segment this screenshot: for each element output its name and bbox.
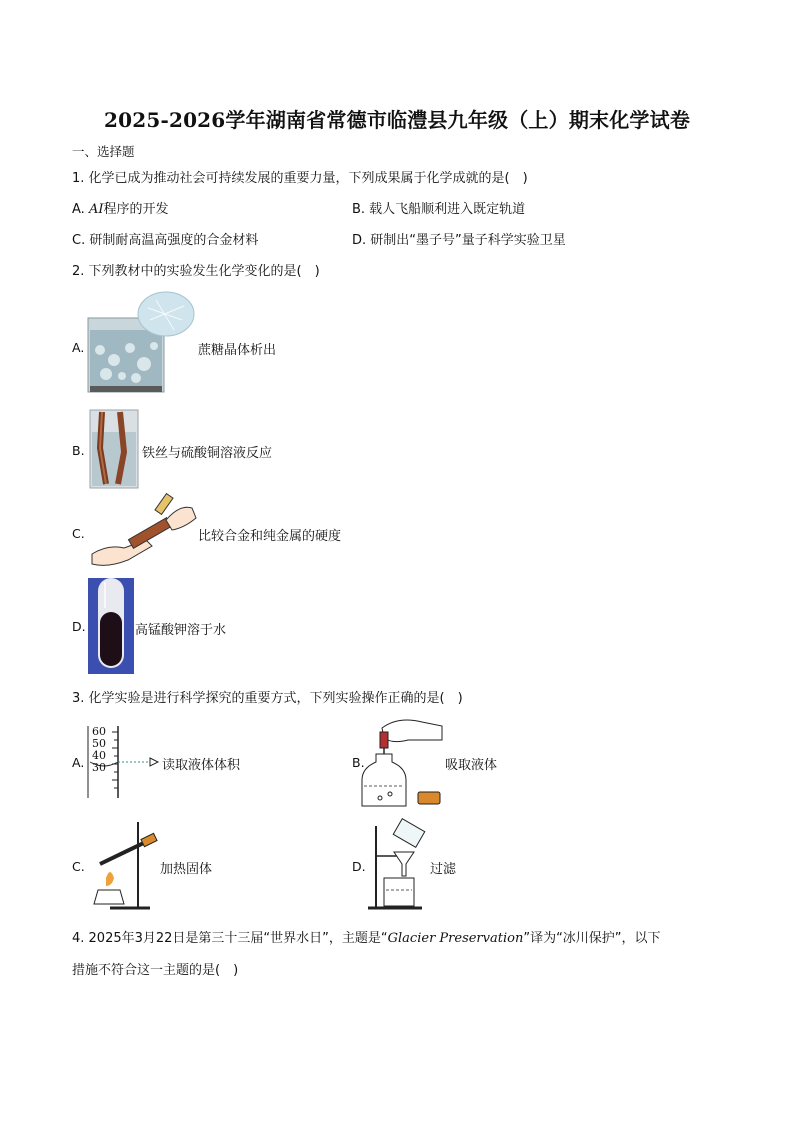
cylinder-tick-labels — [92, 726, 106, 774]
option-a-text: 程序的开发 — [103, 202, 169, 217]
question-1-option-d[interactable]: D. 研制出“墨子号”量子科学实验卫星 — [352, 233, 566, 248]
tick-label: 60 — [92, 725, 106, 738]
question-4-prefix: 4. 2025年3月22日是第三十三届“世界水日”，主题是“ — [72, 931, 388, 946]
question-4-english-theme: Glacier Preservation — [387, 931, 524, 946]
section-heading: 一、选择题 — [72, 144, 135, 159]
question-1-option-b[interactable]: B. 载人飞船顺利进入既定轨道 — [352, 202, 526, 217]
permanganate-test-tube-image — [88, 578, 134, 674]
page-title: 2025-2026学年湖南省常德市临澧县九年级（上）期末化学试卷 — [103, 108, 691, 132]
dropper-bottle-image — [362, 714, 446, 810]
sugar-crystal-beaker-image — [84, 290, 194, 396]
question-2-option-c-caption: 比较合金和纯金属的硬度 — [198, 529, 342, 544]
tick-label: 40 — [92, 749, 106, 762]
question-3-option-b-letter[interactable]: B. — [352, 755, 365, 770]
question-2-option-d-caption: 高锰酸钾溶于水 — [135, 623, 227, 638]
question-4-stem-line-2: 措施不符合这一主题的是( ) — [72, 963, 239, 978]
question-3-option-c-caption: 加热固体 — [160, 862, 213, 877]
question-2-option-b-letter[interactable]: B. — [72, 443, 85, 458]
hardness-comparison-image — [88, 494, 198, 570]
question-2-option-b-caption: 铁丝与硫酸铜溶液反应 — [142, 446, 273, 461]
question-2-option-c-letter[interactable]: C. — [72, 526, 85, 541]
question-3-option-d-caption: 过滤 — [430, 862, 457, 877]
option-a-letter: A. — [72, 202, 89, 217]
question-2-option-d-letter[interactable]: D. — [72, 619, 86, 634]
question-4-suffix: ”译为“冰川保护”，以下 — [523, 931, 661, 946]
filtration-image — [366, 820, 430, 912]
question-3-option-a-letter[interactable]: A. — [72, 755, 85, 770]
question-4-stem-line-1 — [72, 927, 661, 946]
heating-solid-image — [90, 820, 160, 912]
tick-label: 30 — [92, 761, 106, 774]
iron-wire-copper-sulfate-image — [88, 408, 142, 490]
question-3-option-a-caption: 读取液体体积 — [162, 758, 241, 773]
question-1-option-a[interactable] — [72, 198, 168, 217]
question-2-option-a-caption: 蔗糖晶体析出 — [198, 343, 277, 358]
question-3-option-d-letter[interactable]: D. — [352, 859, 366, 874]
question-1-stem: 1. 化学已成为推动社会可持续发展的重要力量，下列成果属于化学成就的是( ) — [72, 171, 528, 186]
option-a-ai: AI — [88, 202, 104, 217]
question-3-option-b-caption: 吸取液体 — [445, 758, 498, 773]
question-3-option-c-letter[interactable]: C. — [72, 859, 85, 874]
question-2-option-a-letter[interactable]: A. — [72, 340, 85, 355]
question-1-option-c[interactable]: C. 研制耐高温高强度的合金材料 — [72, 233, 259, 248]
question-3-stem: 3. 化学实验是进行科学探究的重要方式，下列实验操作正确的是( ) — [72, 691, 463, 706]
question-2-stem: 2. 下列教材中的实验发生化学变化的是( ) — [72, 264, 320, 279]
tick-label: 50 — [92, 737, 106, 750]
